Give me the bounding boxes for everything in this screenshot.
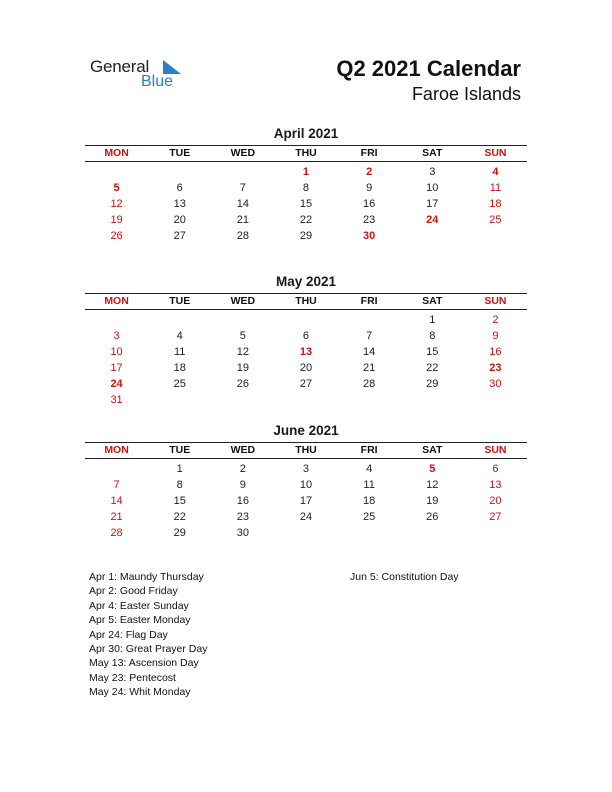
day-cell: 13 <box>489 479 502 491</box>
empty-day-cell <box>274 312 337 328</box>
day-cell: 27 <box>299 378 313 390</box>
holiday-entry: Apr 4: Easter Sunday <box>89 599 189 612</box>
weekday-label: SAT <box>422 444 443 456</box>
day-cell: 17 <box>110 362 123 374</box>
week-row <box>85 212 527 228</box>
week-row <box>85 461 527 477</box>
holiday-entry: Jun 5: Constitution Day <box>350 571 459 583</box>
logo <box>90 57 190 93</box>
day-cell: 29 <box>299 230 313 242</box>
week-row <box>85 196 527 212</box>
day-cell: 12 <box>110 198 123 210</box>
day-cell: 18 <box>363 495 376 507</box>
holiday-day-cell: 5 <box>429 463 436 475</box>
weekday-label: TUE <box>169 444 191 456</box>
day-cell: 12 <box>236 346 249 358</box>
day-cell: 19 <box>426 495 439 507</box>
empty-day-cell <box>211 392 274 408</box>
holiday-list-left <box>89 570 207 700</box>
day-cell: 9 <box>492 330 499 342</box>
day-cell: 29 <box>173 527 186 539</box>
empty-day-cell <box>85 164 148 180</box>
day-cell: 30 <box>489 378 502 390</box>
holiday-day-cell: 24 <box>426 214 439 226</box>
day-cell: 16 <box>363 198 376 210</box>
day-cell: 31 <box>110 394 123 406</box>
day-cell: 21 <box>110 511 123 523</box>
weekday-label: SUN <box>484 444 507 456</box>
day-cell: 4 <box>366 463 373 475</box>
holiday-list-right <box>350 570 459 584</box>
empty-day-cell <box>148 312 211 328</box>
day-cell: 6 <box>302 330 310 342</box>
day-cell: 26 <box>110 230 123 242</box>
holiday-entry: Apr 5: Easter Monday <box>89 614 191 627</box>
day-cell: 22 <box>426 362 439 374</box>
day-cell: 3 <box>429 166 436 178</box>
day-cell: 21 <box>363 362 376 374</box>
holiday-day-cell: 13 <box>299 346 313 358</box>
day-cell: 23 <box>236 511 249 523</box>
weekday-label: MON <box>104 444 129 456</box>
day-cell: 15 <box>426 346 439 358</box>
weekday-label: FRI <box>360 444 378 456</box>
month-april <box>85 125 527 244</box>
day-cell: 28 <box>110 527 123 539</box>
empty-day-cell <box>85 312 148 328</box>
weekday-label: FRI <box>360 147 378 159</box>
empty-day-cell <box>401 525 464 541</box>
weekday-label: THU <box>295 147 317 159</box>
day-cell: 15 <box>173 495 186 507</box>
day-cell: 30 <box>236 527 249 539</box>
month-title: May 2021 <box>275 274 337 289</box>
empty-day-cell <box>148 392 211 408</box>
holiday-entry: Apr 30: Great Prayer Day <box>89 643 208 656</box>
holiday-day-cell: 1 <box>302 166 310 178</box>
holiday-entry: Apr 24: Flag Day <box>89 628 168 641</box>
empty-day-cell <box>464 228 527 244</box>
empty-day-cell <box>338 392 401 408</box>
day-cell: 3 <box>302 463 310 475</box>
empty-day-cell <box>464 525 527 541</box>
weekday-header <box>85 293 527 310</box>
day-cell: 6 <box>176 182 183 194</box>
weekday-label: WED <box>230 444 256 456</box>
day-cell: 10 <box>110 346 123 358</box>
weekday-label: SAT <box>422 147 443 159</box>
day-cell: 17 <box>299 495 313 507</box>
holiday-day-cell: 30 <box>363 230 376 242</box>
week-row <box>85 312 527 328</box>
day-cell: 18 <box>489 198 502 210</box>
week-row <box>85 228 527 244</box>
day-cell: 27 <box>489 511 502 523</box>
empty-day-cell <box>464 392 527 408</box>
weekday-label: SUN <box>484 295 507 307</box>
page-subtitle: Faroe Islands <box>411 84 521 104</box>
day-cell: 7 <box>366 330 373 342</box>
weekday-label: TUE <box>169 295 191 307</box>
weekday-label: THU <box>295 295 317 307</box>
logo-triangle-icon <box>161 60 181 74</box>
day-cell: 2 <box>492 314 499 326</box>
empty-day-cell <box>274 525 337 541</box>
empty-day-cell <box>401 228 464 244</box>
day-cell: 5 <box>239 330 246 342</box>
day-cell: 2 <box>239 463 246 475</box>
week-row <box>85 525 527 541</box>
day-cell: 16 <box>489 346 502 358</box>
day-cell: 3 <box>113 330 120 342</box>
day-cell: 16 <box>236 495 249 507</box>
day-cell: 18 <box>173 362 186 374</box>
day-cell: 28 <box>236 230 249 242</box>
empty-day-cell <box>401 392 464 408</box>
day-cell: 15 <box>299 198 313 210</box>
day-cell: 14 <box>363 346 376 358</box>
month-june <box>85 422 527 541</box>
holiday-entry: Apr 2: Good Friday <box>89 585 178 598</box>
weekday-label: SUN <box>484 147 507 159</box>
logo-blue-text: Blue <box>141 73 174 90</box>
weekday-label: WED <box>230 295 256 307</box>
empty-day-cell <box>338 312 401 328</box>
day-cell: 26 <box>426 511 439 523</box>
day-cell: 14 <box>110 495 123 507</box>
day-cell: 13 <box>173 198 186 210</box>
day-cell: 11 <box>489 182 502 194</box>
day-cell: 20 <box>489 495 502 507</box>
day-cell: 6 <box>492 463 499 475</box>
month-may <box>85 273 527 408</box>
logo-general-text: General <box>90 57 150 76</box>
day-cell: 25 <box>489 214 502 226</box>
week-row <box>85 164 527 180</box>
empty-day-cell <box>148 164 211 180</box>
day-cell: 9 <box>239 479 246 491</box>
day-cell: 28 <box>363 378 376 390</box>
week-row <box>85 392 527 408</box>
holiday-entry: May 24: Whit Monday <box>89 686 191 699</box>
weekday-label: MON <box>104 147 129 159</box>
week-row <box>85 328 527 344</box>
empty-day-cell <box>211 164 274 180</box>
holiday-day-cell: 23 <box>489 362 502 374</box>
holiday-day-cell: 5 <box>113 182 120 194</box>
empty-day-cell <box>211 312 274 328</box>
day-cell: 23 <box>363 214 376 226</box>
weekday-label: MON <box>104 295 129 307</box>
day-cell: 12 <box>426 479 439 491</box>
day-cell: 22 <box>299 214 313 226</box>
holiday-entry: May 13: Ascension Day <box>89 657 199 670</box>
day-cell: 7 <box>239 182 246 194</box>
day-cell: 1 <box>176 463 183 475</box>
weekday-header <box>85 442 527 459</box>
weekday-label: FRI <box>360 295 378 307</box>
week-row <box>85 477 527 493</box>
empty-day-cell <box>274 392 337 408</box>
day-cell: 19 <box>110 214 123 226</box>
day-cell: 25 <box>363 511 376 523</box>
day-cell: 19 <box>236 362 249 374</box>
day-cell: 10 <box>299 479 313 491</box>
holiday-entry: Apr 1: Maundy Thursday <box>89 571 204 583</box>
week-row <box>85 493 527 509</box>
day-cell: 20 <box>299 362 313 374</box>
day-cell: 14 <box>236 198 249 210</box>
day-cell: 24 <box>299 511 313 523</box>
day-cell: 11 <box>363 479 375 491</box>
day-cell: 8 <box>429 330 436 342</box>
day-cell: 7 <box>113 479 120 491</box>
week-row <box>85 376 527 392</box>
day-cell: 29 <box>426 378 439 390</box>
weekday-header <box>85 145 527 162</box>
day-cell: 1 <box>429 314 436 326</box>
month-title: April 2021 <box>273 126 339 141</box>
day-cell: 9 <box>366 182 373 194</box>
weekday-label: WED <box>230 147 256 159</box>
holiday-day-cell: 24 <box>110 378 123 390</box>
day-cell: 22 <box>173 511 186 523</box>
day-cell: 8 <box>302 182 310 194</box>
empty-day-cell <box>85 461 148 477</box>
day-cell: 26 <box>236 378 249 390</box>
day-cell: 17 <box>426 198 439 210</box>
week-row <box>85 360 527 376</box>
weekday-label: SAT <box>422 295 443 307</box>
day-cell: 27 <box>173 230 186 242</box>
weekday-label: THU <box>295 444 317 456</box>
weekday-label: TUE <box>169 147 191 159</box>
holiday-day-cell: 2 <box>366 166 373 178</box>
week-row <box>85 509 527 525</box>
week-row <box>85 180 527 196</box>
day-cell: 20 <box>173 214 186 226</box>
page-title: Q2 2021 Calendar <box>336 56 521 81</box>
month-title: June 2021 <box>273 423 339 438</box>
day-cell: 8 <box>176 479 183 491</box>
day-cell: 4 <box>176 330 183 342</box>
day-cell: 21 <box>236 214 249 226</box>
empty-day-cell <box>338 525 401 541</box>
week-row <box>85 344 527 360</box>
day-cell: 10 <box>426 182 439 194</box>
day-cell: 11 <box>174 346 186 358</box>
holiday-entry: May 23: Pentecost <box>89 671 176 684</box>
holiday-day-cell: 4 <box>492 166 499 178</box>
day-cell: 25 <box>173 378 186 390</box>
